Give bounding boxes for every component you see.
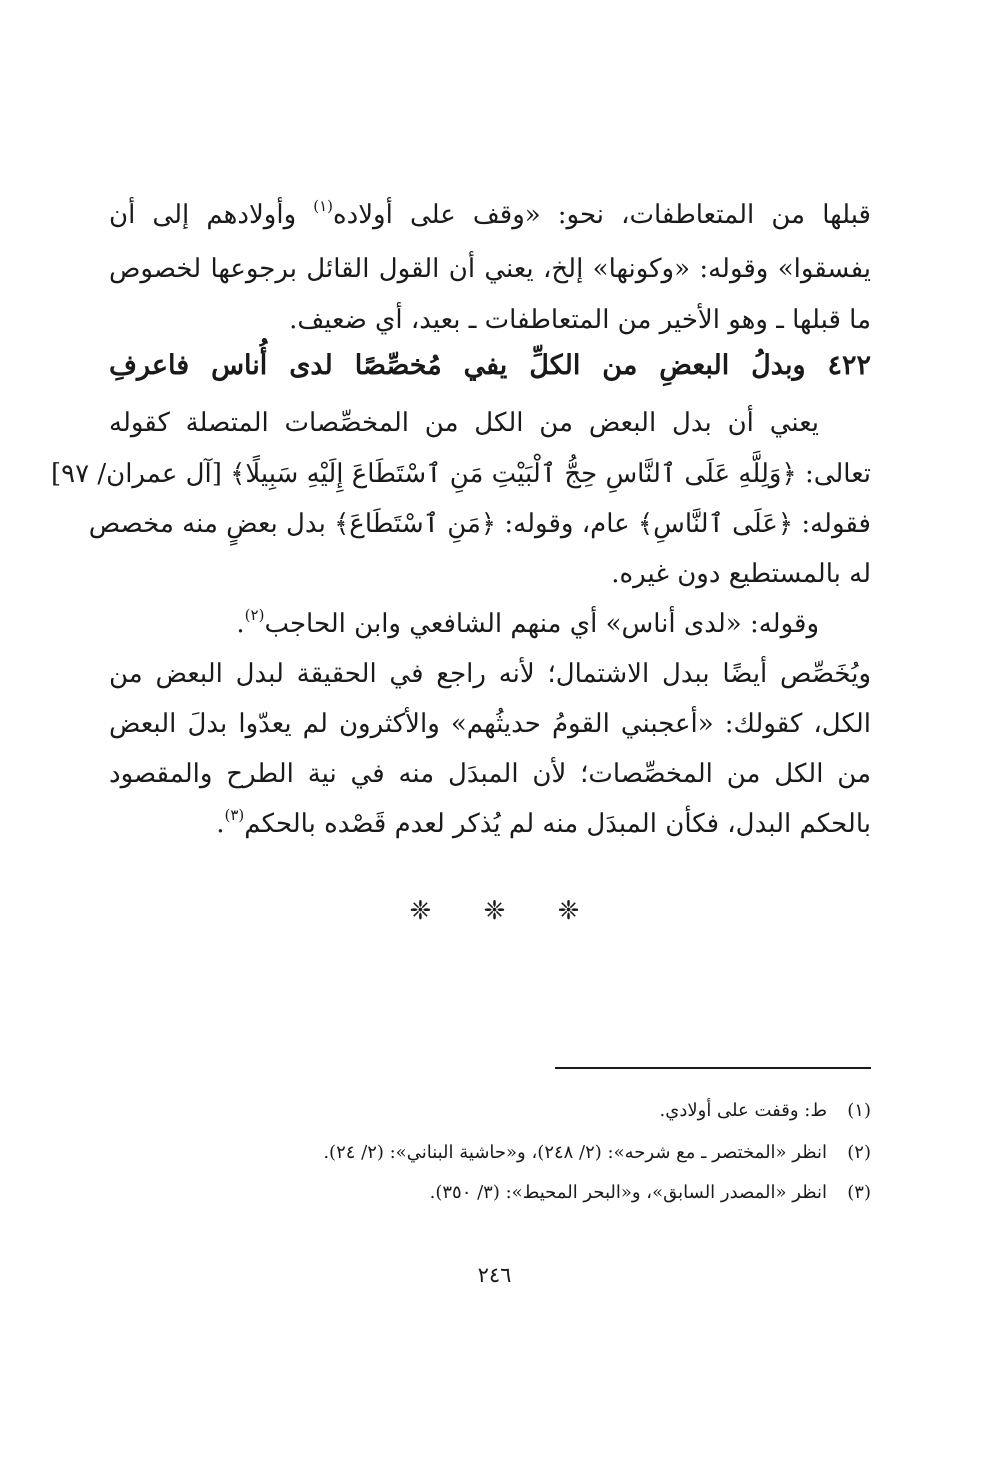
text-line-10: ويُخَصِّص أيضًا ببدل الاشتمال؛ لأنه راجع في الحقيقة لبدل البعض من (109, 659, 871, 689)
text-line-1: قبلها من المتعاطفات، نحو: «وقف على أولاده$^{(١)}$ وأولادهم إلى أن (109, 197, 871, 230)
text-line-7: فقوله: ﴿عَلَى ٱلنَّاسِ﴾ عام، وقوله: ﴿مَنِ ٱسْتَطَاعَ﴾ بدل بعضٍ منه مخصص (88, 509, 871, 539)
section-separator (0, 896, 989, 926)
separator-star-icon: ❈ (483, 896, 506, 926)
text-line-11: الكل، كقولك: «أعجبني القومُ حديثُهم» والأكثرون لم يعدّوا بدلَ البعض (109, 709, 871, 739)
footnote-3: (٣)انظر «المصدر السابق»، و«البحر المحيط»: (٣/ ٣٥٠). (429, 1182, 871, 1203)
text-line-2: يفسقوا» وقوله: «وكونها» إلخ، يعني أن القول القائل برجوعها لخصوص (109, 254, 871, 284)
footnote-1: (١)ط: وقفت على أولادي. (659, 1100, 871, 1121)
text-line-3: ما قبلها ـ وهو الأخير من المتعاطفات ـ بعيد، أي ضعيف. (289, 305, 871, 335)
separator-star-icon: ❈ (409, 896, 432, 926)
verse-heading-422: ٤٢٢ وبدلُ البعضِ من الكلِّ يفي مُخصِّصًا لدى أُناس فاعرفِ (109, 350, 871, 381)
footnote-ref-1: (١) (313, 197, 334, 215)
quran-quote-line: تعالى: ﴿وَلِلَّهِ عَلَى ٱلنَّاسِ حِجُّ ٱلْبَيْتِ مَنِ ٱسْتَطَاعَ إِلَيْهِ سَبِيلًا﴾ [آل عمران/ ٩٧] (51, 459, 871, 489)
text-line-13: بالحكم البدل، فكأن المبدَل منه لم يُذكر لعدم قَصْده بالحكم$^{(٣)}$. (216, 806, 871, 839)
footnote-ref-2: (٢) (244, 606, 265, 624)
text-line-8: له بالمستطيع دون غيره. (611, 559, 871, 589)
text-line-9: وقوله: «لدى أناس» أي منهم الشافعي وابن الحاجب$^{(٢)}$. (236, 606, 819, 639)
text-line-5: يعني أن بدل البعض من الكل من المخصِّصات المتصلة كقوله (109, 408, 819, 438)
footnote-2: (٢)انظر «المختصر ـ مع شرحه»: (٢/ ٢٤٨)، و«حاشية البناني»: (٢/ ٢٤). (323, 1142, 871, 1163)
footnote-divider (555, 1067, 871, 1069)
text-line-12: من الكل من المخصِّصات؛ لأن المبدَل منه في نية الطرح والمقصود (109, 759, 871, 789)
page-number: ٢٤٦ (477, 1263, 512, 1287)
separator-star-icon: ❈ (557, 896, 580, 926)
footnote-ref-3: (٣) (224, 806, 245, 824)
